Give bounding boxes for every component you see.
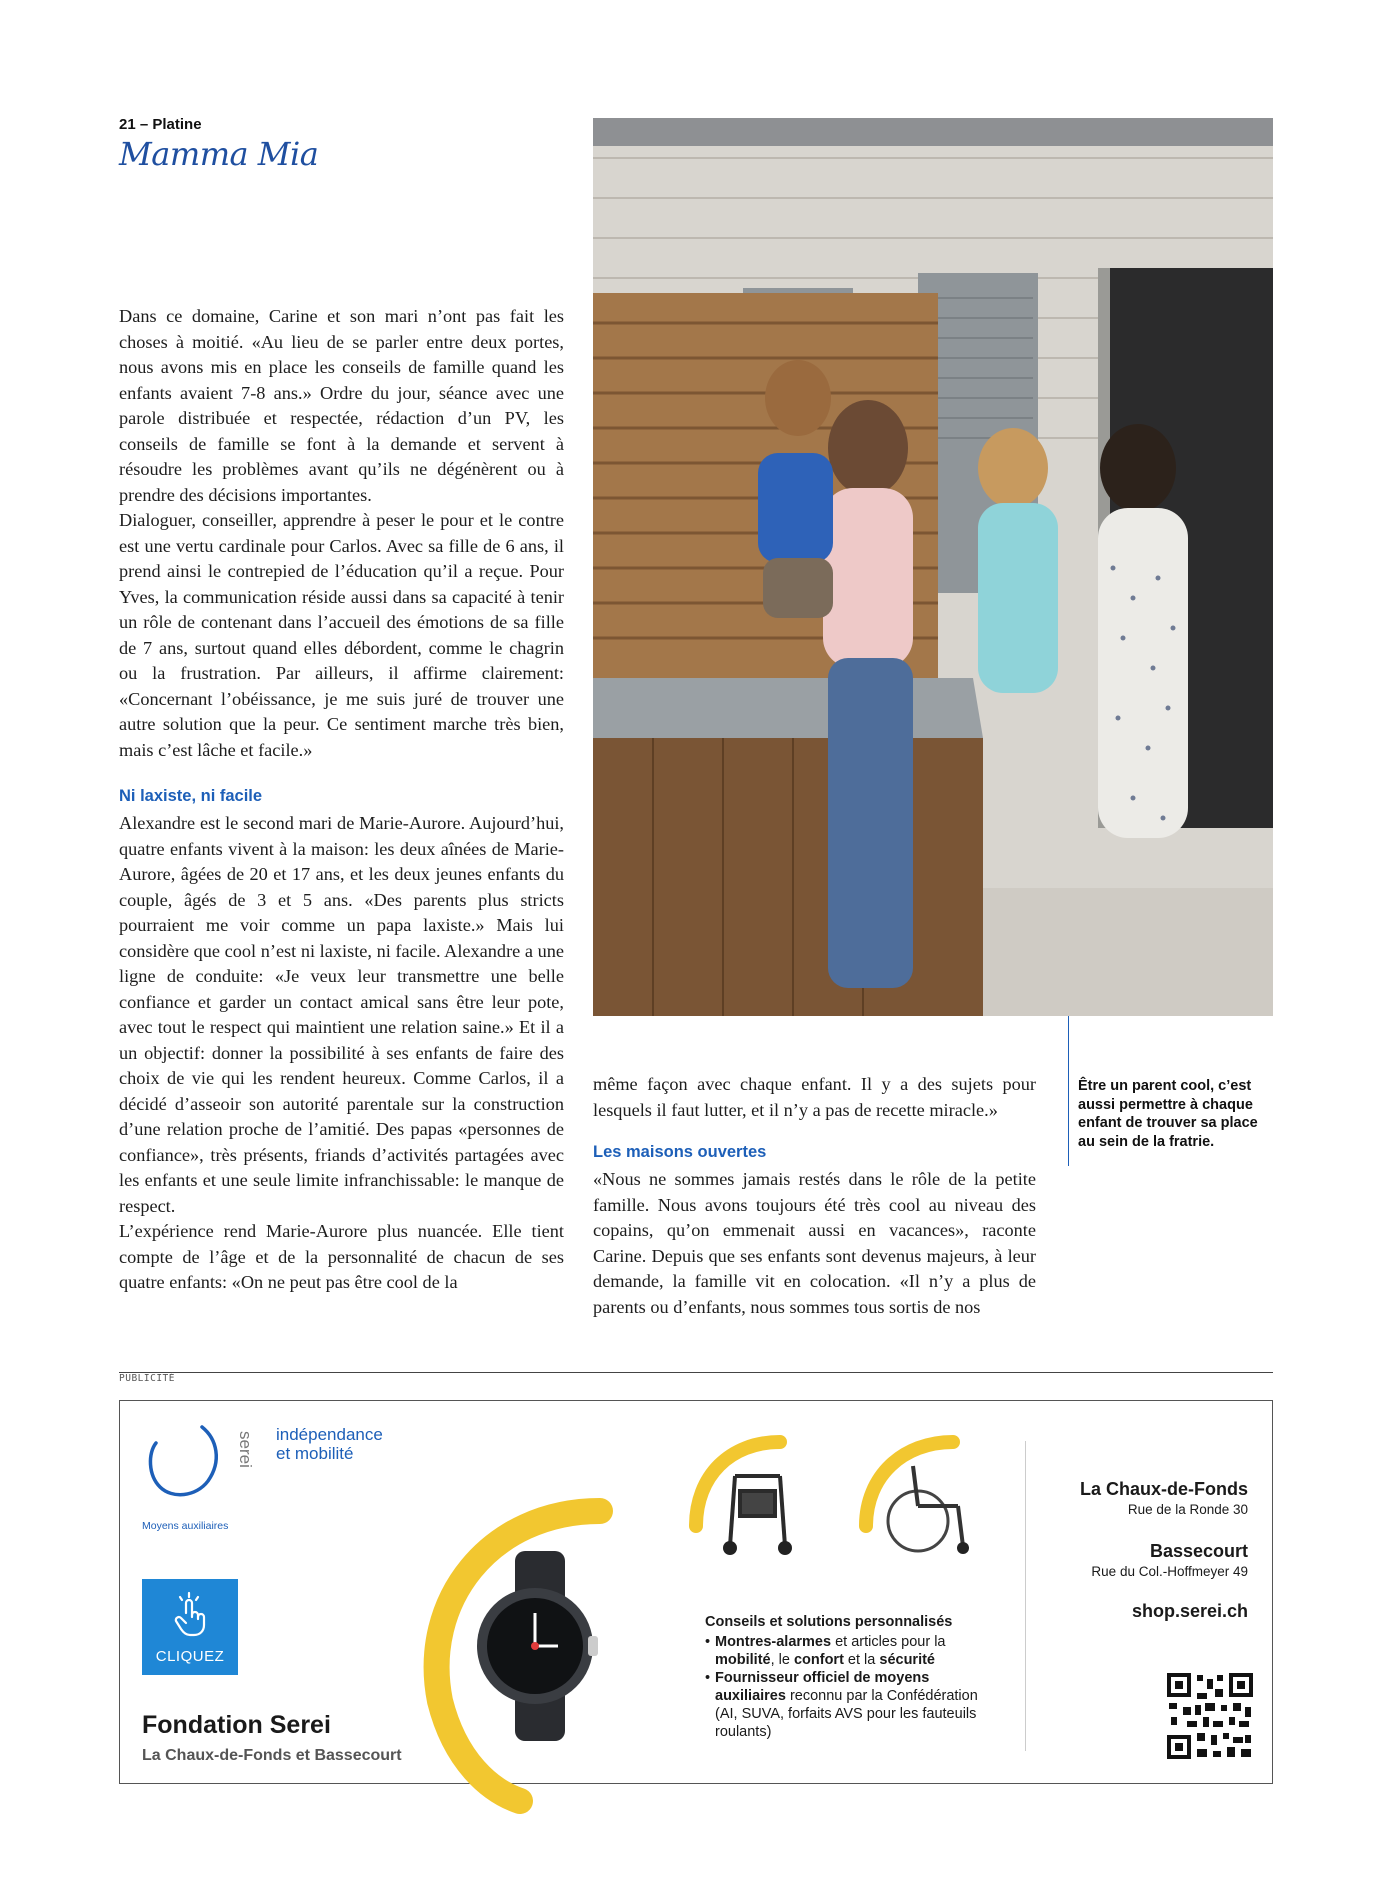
advertisement-label: PUBLICITÉ bbox=[119, 1373, 175, 1384]
photo-caption: Être un parent cool, c’est aussi permettre à chaque enfant de trouver sa place au sein de la fratrie. bbox=[1078, 1078, 1258, 1150]
benefit-item: • Fournisseur officiel de moyens auxiliaires reconnu par la Confédération (AI, SUVA, forfaits AVS pour les fauteuils roulants) bbox=[705, 1669, 990, 1741]
advertisement[interactable] bbox=[119, 1400, 1273, 1784]
benefit-item: • Montres-alarmes et articles pour la mobilité, le confort et la sécurité bbox=[705, 1633, 990, 1669]
article-paragraph: «Nous ne sommes jamais restés dans le rôle de la petite famille. Nous avons toujours été très cool au niveau des copains, qu’on emmenait aussi en vacances», raconte Carine. Depuis que ses enfants sont devenus majeurs, à leur demande, la famille vit en colocation. «Il n’y a plus de parents ou d’enfants, nous sommes tous sortis de nos bbox=[593, 1169, 1036, 1317]
shop-link[interactable]: shop.serei.ch bbox=[1131, 1601, 1248, 1621]
section-heading: Ni laxiste, ni facile bbox=[119, 787, 263, 805]
article-photo bbox=[593, 118, 1273, 1016]
article-paragraph: Alexandre est le second mari de Marie-Aurore. Aujourd’hui, quatre enfants vivent à la maison: les deux aînées de Marie-Aurore, âgées de 20 et 17 ans, et les deux jeunes enfants du couple, âgés de 3 et 5 ans. «Des parents plus stricts pourraient me voir comme un papa laxiste.» Mais lui considère que cool n’est ni laxiste, ni facile. Alexandre a une ligne de conduite: «Je veux leur transmettre une belle confiance et garder un contact amical sans être leur pote, avec tout le respect qui maintient une relation saine.» Et il a un objectif: donner la possibilité à ses enfants de faire des choix de vie qui les rendent heureux. Comme Carlos, il a décidé d’asseoir son autorité parentale sur la construction d’une relation proche de l’amitié. Des papas «personnes de confiance», très présents, friands d’activités partagées avec les enfants et une seule limite infranchissable: le manque de respect. bbox=[119, 813, 564, 1216]
ad-tagline: indépendance et mobilité bbox=[276, 1425, 383, 1463]
serei-logo-icon bbox=[142, 1421, 255, 1501]
pointer-hand-icon bbox=[166, 1591, 214, 1639]
qr-code-icon[interactable] bbox=[1165, 1671, 1255, 1761]
wheelchair-image bbox=[858, 1436, 993, 1566]
svg-text:serei: serei bbox=[236, 1431, 255, 1468]
ad-benefits: Conseils et solutions personnalisés • Montres-alarmes et articles pour la mobilité, le confort et la sécurité • Fournisseur officiel de moyens auxiliaires reconnu par la Confédération (AI, SUVA, forfaits AVS pour les fauteuils roulants) bbox=[705, 1613, 990, 1741]
article-column-middle bbox=[593, 1072, 1036, 1320]
article-paragraph: même façon avec chaque enfant. Il y a des sujets pour lesquels il faut lutter, et il n’y a pas de recette miracle.» bbox=[593, 1074, 1036, 1120]
article-paragraph: L’expérience rend Marie-Aurore plus nuancée. Elle tient compte de l’âge et de la personnalité de chacun de ses quatre enfants: «On ne peut pas être cool de la bbox=[119, 1221, 564, 1292]
section-title: Mamma Mia bbox=[119, 135, 319, 173]
rollator-image bbox=[690, 1436, 820, 1566]
org-name: Fondation Serei bbox=[142, 1711, 331, 1739]
alarm-watch-image bbox=[460, 1551, 610, 1741]
ad-moyens-auxiliaires: Moyens auxiliaires bbox=[142, 1520, 229, 1532]
ad-divider bbox=[1025, 1441, 1026, 1751]
article-column-left bbox=[119, 304, 564, 1296]
click-button[interactable] bbox=[142, 1579, 238, 1675]
article-paragraph: Dans ce domaine, Carine et son mari n’ont pas fait les choses à moitié. «Au lieu de se parler entre deux portes, nous avons mis en place les conseils de famille quand les enfants avaient 7-8 ans.» Ordre du jour, séance avec une parole distribuée et respectée, rédaction d’un PV, les conseils de famille se font à la demande et servent à résoudre les problèmes avant qu’ils ne dégénèrent ou à prendre des décisions importantes. bbox=[119, 306, 564, 505]
advertisement-divider bbox=[119, 1372, 1273, 1373]
org-subtitle: La Chaux-de-Fonds et Bassecourt bbox=[142, 1747, 402, 1764]
article-paragraph: Dialoguer, conseiller, apprendre à peser le pour et le contre est une vertu cardinale pour Carlos. Avec sa fille de 6 ans, il prend ainsi le contrepied de l’éducation qu’il a reçue. Pour Yves, la communication réside aussi dans sa capacité à tenir un rôle de contenant dans l’accueil des émotions de sa fille de 7 ans, surtout quand elles débordent, comme le chagrin ou la frustration. Par ailleurs, il affirme clairement: «Concernant l’obéissance, je me suis juré de trouver une autre solution que la peur. Ce sentiment marche très bien, mais c’est lâche et facile.» bbox=[119, 510, 564, 760]
caption-rule bbox=[1068, 1016, 1069, 1166]
page-header bbox=[119, 116, 318, 173]
location-bassecourt: Bassecourt Rue du Col.-Hoffmeyer 49 bbox=[1091, 1541, 1248, 1579]
section-heading: Les maisons ouvertes bbox=[593, 1143, 767, 1161]
location-chaux-de-fonds: La Chaux-de-Fonds Rue de la Ronde 30 bbox=[1079, 1479, 1248, 1517]
click-button-label: CLIQUEZ bbox=[155, 1648, 225, 1665]
page-number: 21 – Platine bbox=[119, 116, 202, 133]
